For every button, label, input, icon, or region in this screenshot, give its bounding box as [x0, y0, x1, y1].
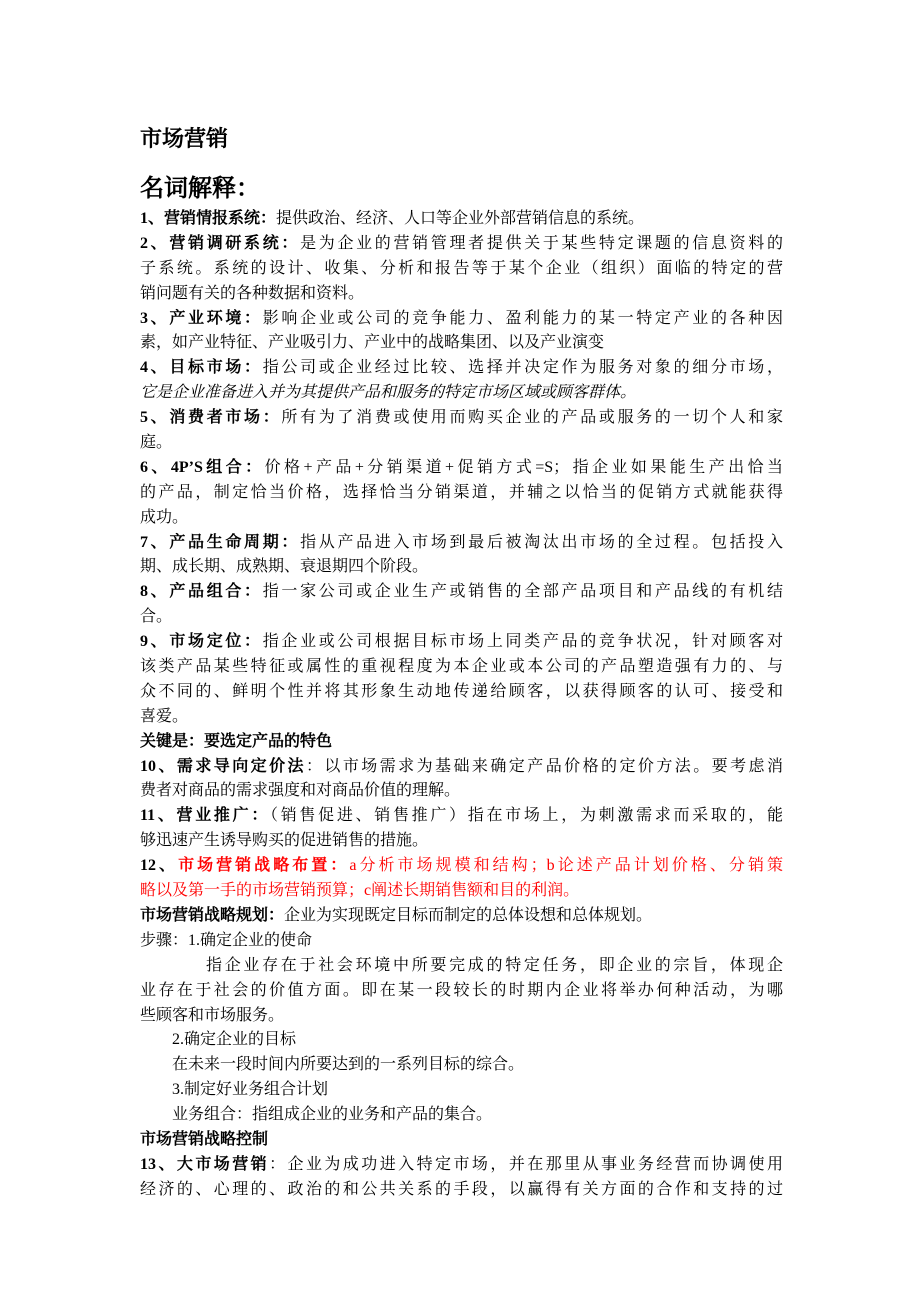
term-label: 12、 — [140, 857, 179, 875]
text-line — [140, 1103, 783, 1128]
text-segment: 步骤：1.确定企业的使命 — [140, 931, 313, 949]
text-line — [140, 1078, 783, 1103]
term-label: 6、4P’S组合： — [140, 458, 265, 476]
text-line — [140, 406, 783, 431]
text-segment: 指企业或公司根据目标市场上同类产品的竞争状况，针对顾客对 — [262, 633, 783, 651]
text-line — [140, 307, 783, 332]
text-line — [140, 257, 783, 282]
text-segment: 够迅速产生诱导购买的促进销售的措施。 — [140, 832, 429, 850]
text-segment: 素，如产业特征、产业吸引力、产业中的战略集团、以及产业演变 — [140, 334, 605, 352]
term-label: 8、产品组合： — [140, 583, 263, 601]
text-segment: 的产品，制定恰当价格，选择恰当分销渠道，并辅之以恰当的促销方式就能获得 — [140, 483, 783, 501]
text-segment: 影响企业或公司的竞争能力、盈利能力的某一特定产业的各种因 — [262, 309, 783, 327]
text-segment: a分析市场规模和结构；b论述产品计划价格、分销策 — [349, 857, 783, 875]
text-segment: 销问题有关的各种数据和资料。 — [140, 284, 365, 302]
text-line — [140, 1153, 783, 1178]
text-segment: 指公司或企业经过比较、选择并决定作为服务对象的细分市场， — [262, 359, 783, 377]
text-line — [140, 282, 783, 307]
text-line — [140, 755, 783, 780]
text-segment: ：以市场需求为基础来确定产品价格的定价方法。要考虑消 — [305, 757, 783, 775]
term-label: 4、目标市场： — [140, 359, 263, 377]
text-segment: 成功。 — [140, 508, 189, 526]
text-line — [140, 854, 783, 879]
text-line — [140, 630, 783, 655]
term-label: 3、产业环境： — [140, 309, 263, 327]
text-line — [140, 804, 783, 829]
text-line — [140, 232, 783, 257]
text-line — [140, 1178, 783, 1203]
text-segment: 所有为了消费或使用而购买企业的产品或服务的一切个人和家 — [281, 409, 783, 427]
term-label: 9、市场定位： — [140, 633, 263, 651]
text-segment: 子系统。系统的设计、收集、分析和报告等于某个企业（组织）面临的特定的营 — [140, 259, 783, 277]
text-segment: 业务组合：指组成企业的业务和产品的集合。 — [172, 1106, 493, 1124]
text-line — [140, 779, 783, 804]
text-line — [140, 555, 783, 580]
text-segment: 费者对商品的需求强度和对商品价值的理解。 — [140, 782, 461, 800]
text-line — [140, 680, 783, 705]
text-segment: 指一家公司或企业生产或销售的全部产品项目和产品线的有机结 — [262, 583, 783, 601]
text-segment: 2.确定企业的目标 — [172, 1031, 297, 1049]
term-label: 市场营销战略控制 — [140, 1130, 269, 1148]
text-line — [140, 879, 783, 904]
text-line — [140, 481, 783, 506]
text-line — [140, 331, 783, 356]
text-segment: 庭。 — [140, 434, 173, 452]
text-segment: 是为企业的营销管理者提供关于某些特定课题的信息资料的 — [300, 234, 783, 252]
term-label: 1、营销情报系统： — [140, 210, 277, 227]
text-segment: 在未来一段时间内所要达到的一系列目标的综合。 — [172, 1056, 525, 1074]
text-line — [140, 506, 783, 531]
text-segment: 经济的、心理的、政治的和公共关系的手段，以赢得有关方面的合作和支持的过 — [140, 1180, 783, 1198]
text-line — [140, 979, 783, 1004]
text-segment: 它是企业准备进入并为其提供产品和服务的特定市场区域或顾客群体。 — [140, 384, 637, 402]
text-line — [140, 431, 783, 456]
text-segment: （销售促进、销售推广）指在市场上，为刺激需求而采取的，能 — [270, 807, 783, 825]
text-line — [140, 1128, 783, 1153]
text-line — [140, 207, 783, 232]
text-line — [140, 356, 783, 381]
text-segment: 企业为实现既定目标而制定的总体设想和总体规划。 — [284, 906, 653, 924]
text-line — [140, 730, 783, 755]
text-segment: 些顾客和市场服务。 — [140, 1006, 285, 1024]
text-segment: 略以及第一手的市场营销预算；c阐述长期销售额和目的利润。 — [140, 882, 580, 900]
text-line — [140, 605, 783, 630]
text-line — [140, 531, 783, 556]
text-segment: 众不同的、鲜明个性并将其形象生动地传递给顾客，以获得顾客的认可、接受和 — [140, 682, 783, 700]
text-segment: ：企业为成功进入特定市场，并在那里从事业务经营而协调使用 — [269, 1155, 783, 1173]
term-label: 5、消费者市场： — [140, 409, 282, 427]
text-segment: 指从产品进入市场到最后被淘汰出市场的全过程。包括投入 — [300, 533, 783, 551]
text-line — [140, 580, 783, 605]
text-line — [140, 381, 783, 406]
text-segment: 指企业存在于社会环境中所要完成的特定任务，即企业的宗旨，体现企 — [206, 956, 783, 974]
text-line — [140, 954, 783, 979]
text-segment: 提供政治、经济、人口等企业外部营销信息的系统。 — [276, 210, 645, 227]
text-line — [140, 655, 783, 680]
term-label: 2、营销调研系统： — [140, 234, 301, 252]
document-title: 市场营销 — [140, 126, 229, 151]
text-line — [140, 1004, 783, 1029]
term-label: 10、需求导向定价法 — [140, 757, 306, 775]
text-segment: 期、成长期、成熟期、衰退期四个阶段。 — [140, 558, 429, 576]
text-segment: 价格+产品+分销渠道+促销方式=S；指企业如果能生产出恰当 — [264, 458, 783, 476]
text-segment: 合。 — [140, 608, 173, 626]
section-heading: 名词解释： — [140, 175, 260, 202]
text-line — [140, 929, 783, 954]
term-label: 11、营业推广： — [140, 807, 271, 825]
text-line — [140, 829, 783, 854]
term-label: 市场营销战略布置： — [178, 857, 350, 875]
text-segment: 业存在于社会的价值方面。即在某一段较长的时期内企业将举办何种活动，为哪 — [140, 981, 783, 999]
term-label: 市场营销战略规划： — [140, 906, 285, 924]
text-segment: 喜爱。 — [140, 707, 189, 725]
text-line — [140, 1053, 783, 1078]
document-body — [140, 207, 783, 1203]
text-line — [140, 456, 783, 481]
term-label: 7、产品生命周期： — [140, 533, 301, 551]
text-segment: 3.制定好业务组合计划 — [172, 1081, 329, 1099]
text-line — [140, 705, 783, 730]
text-line — [140, 1028, 783, 1053]
text-line — [140, 904, 783, 929]
term-label: 13、大市场营销 — [140, 1155, 270, 1173]
text-segment: 该类产品某些特征或属性的重视程度为本企业或本公司的产品塑造强有力的、与 — [140, 658, 783, 676]
term-label: 关键是：要选定产品的特色 — [140, 732, 333, 750]
